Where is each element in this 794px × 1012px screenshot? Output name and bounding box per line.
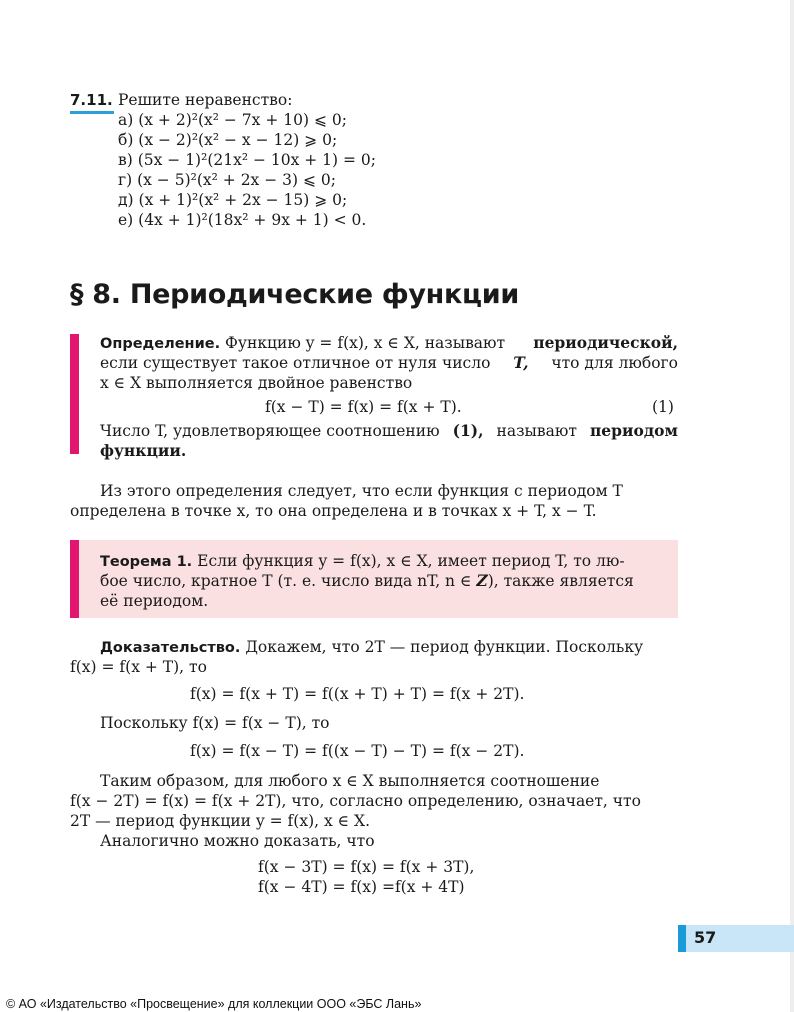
theorem-line-2: бое число, кратное T (т. е. число вида nT, n ∈ Z), также является (100, 571, 634, 590)
definition-formula-ref: (1) (652, 398, 674, 416)
problem-item-f: е) (4x + 1)²(18x² + 9x + 1) < 0. (118, 211, 367, 229)
proof-line-2: f(x) = f(x + T), то (70, 658, 207, 676)
definition-line-3: x ∈ X выполняется двойное равенство (100, 374, 413, 392)
proof-line-6: 2T — период функции y = f(x), x ∈ X. (70, 812, 370, 830)
proof-lead: Доказательство. (100, 640, 241, 656)
problem-number-underline (70, 111, 114, 114)
problem-item-a: а) (x + 2)²(x² − 7x + 10) ⩽ 0; (118, 111, 347, 129)
proof-line-5: f(x − 2T) = f(x) = f(x + 2T), что, согласно определению, означает, что (70, 792, 641, 810)
page-number-accent (678, 925, 686, 952)
proof-line-1: Доказательство. Докажем, что 2T — период функции. Поскольку (100, 638, 644, 656)
problem-number: 7.11. (70, 91, 113, 109)
definition-lead: Определение. (100, 336, 221, 352)
definition-accent-bar (70, 334, 79, 454)
problem-item-b: б) (x − 2)²(x² − x − 12) ⩾ 0; (118, 131, 338, 149)
problem-item-c: в) (5x − 1)²(21x² − 10x + 1) = 0; (118, 151, 377, 169)
definition-line-4: Число T, удовлетворяющее соотношению (1), называют периодом (100, 421, 678, 440)
problem-item-d: г) (x − 5)²(x² + 2x − 3) ⩽ 0; (118, 171, 336, 189)
theorem-line-3: её периодом. (100, 592, 209, 610)
proof-equation-1: f(x) = f(x + T) = f((x + T) + T) = f(x + 2T). (190, 685, 525, 703)
problem-prompt: Решите неравенство: (118, 91, 293, 109)
theorem-accent-bar (70, 540, 79, 618)
theorem-line-1: Теорема 1. Если функция y = f(x), x ∈ X, имеет период T, то лю- (100, 552, 625, 570)
proof-equation-3: f(x − 3T) = f(x) = f(x + 3T), (258, 858, 475, 876)
proof-equation-2: f(x) = f(x − T) = f((x − T) − T) = f(x − 2T). (190, 742, 525, 760)
proof-line-3: Поскольку f(x) = f(x − T), то (100, 714, 330, 732)
definition-line-5: функции. (100, 441, 187, 460)
copyright-notice: © АО «Издательство «Просвещение» для коллекции ООО «ЭБС Лань» (6, 997, 422, 1011)
problem-item-e: д) (x + 1)²(x² + 2x − 15) ⩾ 0; (118, 191, 348, 209)
section-title: § 8. Периодические функции (70, 279, 519, 310)
remark-line-2: определена в точке x, то она определена и в точках x + T, x − T. (70, 502, 597, 520)
proof-line-4: Таким образом, для любого x ∈ X выполняется соотношение (100, 772, 600, 790)
proof-equation-4: f(x − 4T) = f(x) =f(x + 4T) (258, 878, 465, 896)
definition-line-2: если существует такое отличное от нуля число T, что для любого (100, 353, 678, 372)
proof-line-7: Аналогично можно доказать, что (100, 832, 375, 850)
theorem-lead: Теорема 1. (100, 554, 193, 570)
remark-line-1: Из этого определения следует, что если функция с периодом T (100, 482, 623, 500)
definition-line-1: Определение. Функцию y = f(x), x ∈ X, называют периодической, (100, 333, 678, 352)
page-number: 57 (694, 928, 717, 947)
definition-formula: f(x − T) = f(x) = f(x + T). (265, 398, 462, 416)
definition-term: периодической, (533, 333, 678, 352)
page-edge (790, 0, 794, 1012)
